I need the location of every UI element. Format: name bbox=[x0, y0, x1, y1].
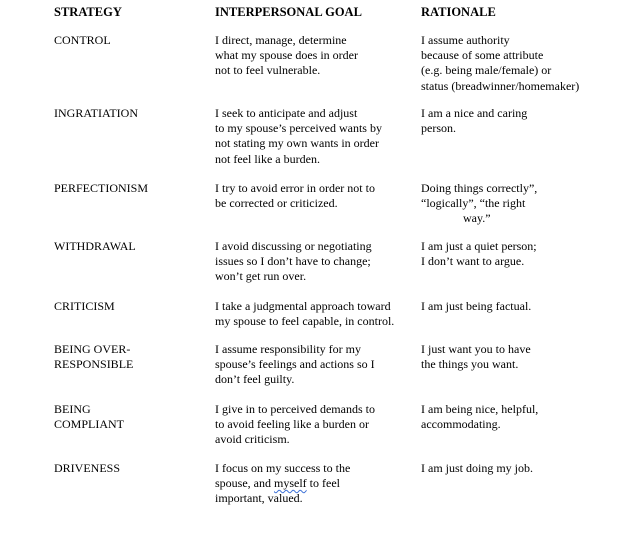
row-compliant-rationale: I am being nice, helpful, accommodating. bbox=[421, 402, 539, 432]
row-control-strategy: CONTROL bbox=[54, 33, 111, 47]
driveness-goal-line2-after: to feel bbox=[306, 476, 340, 491]
header-interpersonal-goal: INTERPERSONAL GOAL bbox=[215, 5, 362, 19]
row-over-responsible-goal: I assume responsibility for my spouse’s feelings and actions so I don’t feel guilty. bbox=[215, 342, 375, 387]
row-perfectionism-rationale: Doing things correctly”, “logically”, “the right way.” bbox=[421, 181, 538, 226]
header-rationale: RATIONALE bbox=[421, 5, 496, 19]
row-over-responsible-rationale: I just want you to have the things you want. bbox=[421, 342, 531, 372]
header-strategy: STRATEGY bbox=[54, 5, 122, 19]
row-ingratiation-goal: I seek to anticipate and adjust to my spouse’s perceived wants by not stating my own wants in order not feel like a burden. bbox=[215, 106, 382, 166]
row-driveness-goal bbox=[215, 461, 350, 507]
row-compliant-goal: I give in to perceived demands to to avoid feeling like a burden or avoid criticism. bbox=[215, 402, 375, 447]
row-withdrawal-strategy: WITHDRAWAL bbox=[54, 239, 136, 253]
row-driveness-strategy: DRIVENESS bbox=[54, 461, 121, 475]
row-criticism-strategy: CRITICISM bbox=[54, 299, 115, 313]
row-withdrawal-goal: I avoid discussing or negotiating issues so I don’t have to change; won’t get run over. bbox=[215, 239, 372, 284]
row-control-rationale: I assume authority because of some attribute (e.g. being male/female) or status (breadwinner/homemaker) bbox=[421, 33, 580, 93]
row-criticism-rationale: I am just being factual. bbox=[421, 299, 532, 313]
row-perfectionism-strategy: PERFECTIONISM bbox=[54, 181, 149, 195]
row-over-responsible-strategy: BEING OVER- RESPONSIBLE bbox=[54, 342, 134, 372]
row-ingratiation-rationale: I am a nice and caring person. bbox=[421, 106, 528, 136]
driveness-goal-line3: important, valued. bbox=[215, 491, 303, 506]
row-compliant-strategy: BEING COMPLIANT bbox=[54, 402, 125, 432]
row-withdrawal-rationale: I am just a quiet person; I don’t want to argue. bbox=[421, 239, 537, 269]
row-control-goal: I direct, manage, determine what my spouse does in order not to feel vulnerable. bbox=[215, 33, 358, 78]
driveness-goal-line2-before: spouse, and bbox=[215, 476, 274, 491]
spellcheck-flagged-word[interactable]: myself bbox=[274, 476, 307, 491]
driveness-goal-line1: I focus on my success to the bbox=[215, 461, 351, 475]
row-driveness-rationale: I am just doing my job. bbox=[421, 461, 533, 475]
row-perfectionism-goal: I try to avoid error in order not to be corrected or criticized. bbox=[215, 181, 375, 211]
row-criticism-goal: I take a judgmental approach toward my spouse to feel capable, in control. bbox=[215, 299, 395, 329]
row-ingratiation-strategy: INGRATIATION bbox=[54, 106, 138, 120]
